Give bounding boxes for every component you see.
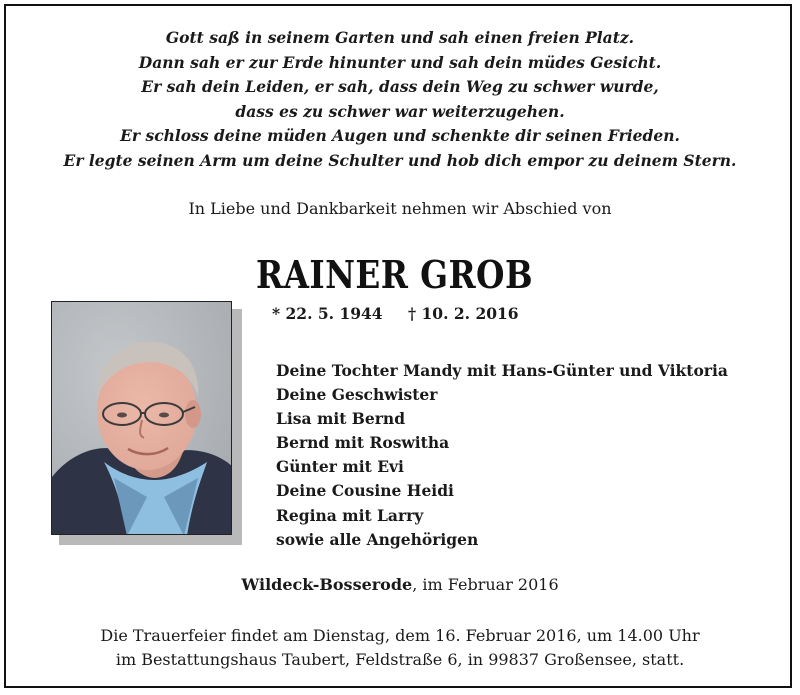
family-line: sowie alle Angehörigen xyxy=(276,529,479,549)
family-line: Bernd mit Roswitha xyxy=(276,433,450,453)
place-and-date xyxy=(0,575,800,594)
family-line: Günter mit Evi xyxy=(276,457,404,477)
funeral-info xyxy=(0,624,800,672)
funeral-line: im Bestattungshaus Taubert, Feldstraße 6, in 99837 Großensee, statt. xyxy=(115,650,685,669)
portrait-photo-icon xyxy=(51,301,232,535)
family-line: Deine Cousine Heidi xyxy=(276,481,454,501)
funeral-line: Die Trauerfeier findet am Dienstag, dem 16. Februar 2016, um 14.00 Uhr xyxy=(100,626,700,645)
poem-line: dass es zu schwer war weiterzugehen. xyxy=(235,101,565,121)
life-dates xyxy=(272,304,519,323)
deceased-name: RAINER GROB xyxy=(256,252,534,297)
death-date: † 10. 2. 2016 xyxy=(408,304,519,323)
poem-line: Er sah dein Leiden, er sah, dass dein Weg zu schwer wurde, xyxy=(141,77,659,97)
poem-line: Gott saß in seinem Garten und sah einen freien Platz. xyxy=(165,28,635,47)
town-name: Wildeck-Bosserode xyxy=(241,575,413,594)
poem xyxy=(0,26,800,174)
family-list xyxy=(276,359,728,552)
family-line: Deine Tochter Mandy mit Hans-Günter und Viktoria xyxy=(276,361,728,380)
family-line: Regina mit Larry xyxy=(276,505,424,525)
birth-date: * 22. 5. 1944 xyxy=(272,304,383,323)
poem-line: Er legte seinen Arm um deine Schulter und hob dich empor zu deinem Stern. xyxy=(63,150,737,170)
family-line: Lisa mit Bernd xyxy=(276,409,406,429)
intro-text: In Liebe und Dankbarkeit nehmen wir Abschied von xyxy=(188,199,612,218)
poem-line: Dann sah er zur Erde hinunter und sah dein müdes Gesicht. xyxy=(138,52,662,72)
poem-line: Er schloss deine müden Augen und schenkte dir seinen Frieden. xyxy=(120,126,680,146)
family-line: Deine Geschwister xyxy=(276,385,438,405)
notice-date: , im Februar 2016 xyxy=(412,575,559,594)
